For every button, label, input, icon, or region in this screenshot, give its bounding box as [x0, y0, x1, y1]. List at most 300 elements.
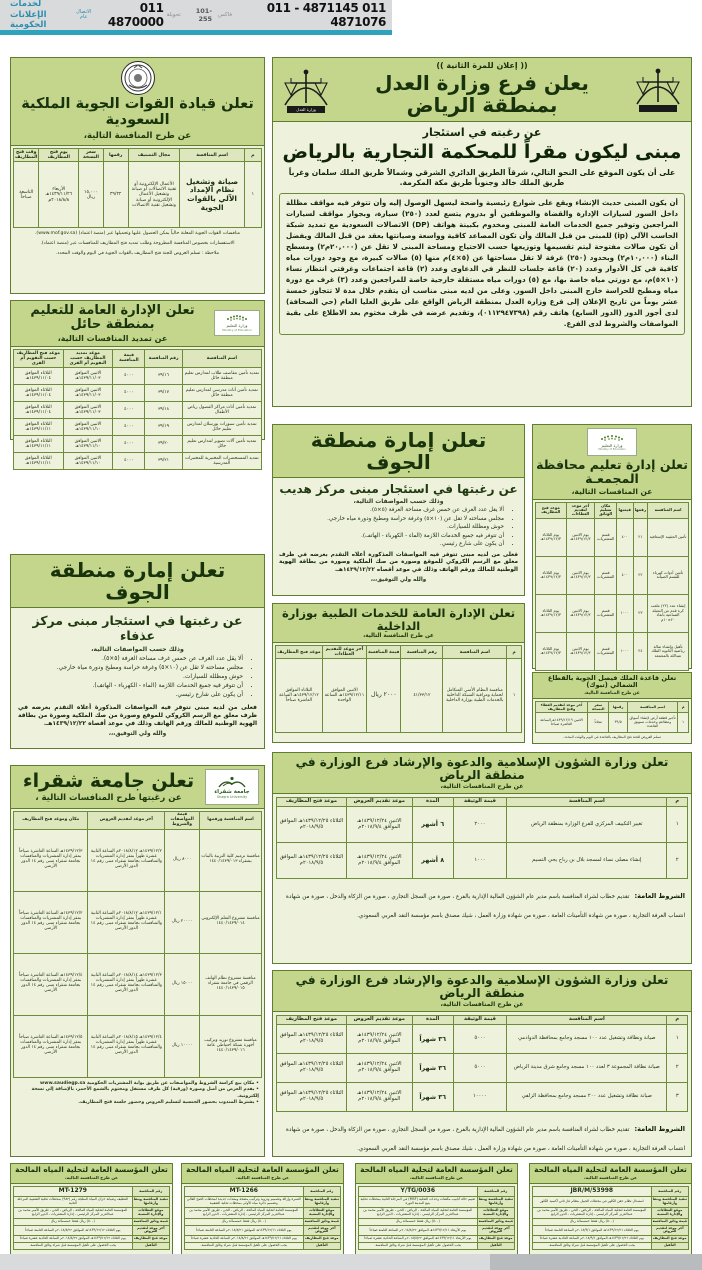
shaqra-logo-text-ar: جامعة شقراء: [214, 788, 250, 795]
cell-value: ٤٠٠: [616, 556, 633, 594]
jouf-hadeeb-title: تعلن إمارة منطقة الجوف: [310, 428, 487, 474]
masthead-secondary-phones: 011 4871145 - 011 4871076: [266, 1, 386, 29]
table-row: [185, 1207, 341, 1218]
cell-no: ٣: [667, 1083, 688, 1112]
islamic1-table: [276, 797, 688, 879]
cell-time: التاسعة صباحاً: [14, 162, 39, 228]
th-extend: موعد تمديد المظاريف حسب التقويم أم القرى: [63, 349, 113, 367]
jouf-azfar-spec-list: [18, 656, 257, 700]
justice-subtitle: عن رغبته في استئجار: [422, 126, 542, 139]
cell-name: تأمين أدوات كهرباء للقسم الصيانة: [648, 556, 689, 594]
masthead-fax-label: فاكس: [218, 12, 232, 18]
swcc-value-qualification: يجب الحصول على تأهيل المؤسسة قبل شراء وثائق المنافسة.: [185, 1243, 304, 1250]
swcc-detail-table: [532, 1186, 689, 1250]
table-row[interactable]: [14, 829, 262, 891]
islamic1-subtitle: عن طرح المنافسات التالية،: [440, 783, 524, 791]
cell-duration: ٨ أشهر: [412, 843, 453, 879]
ad-swcc-4[interactable]: [10, 1163, 173, 1255]
justice-body-text: أن يكون المبنى حديث الإنشاء ويقع على شوارع رئيسية واضحة ليسهل الوصول إليه وأن تتوفر فيه مواقف مظللة داخل السور لسيارات الإدارة والقضاة والموظفين أو بدروم يتسع لعدد (٢٥٠) سيارة، وبجوار مواقف لسيارات المراجعين وتوفير جميع الخدمات العامة للمبنى ومخدوم بكبينة هواتف (DP) الاتصالات السعودية مع تمديد شبكة الحاسب الآلي (ip) للمبنى من قبل المالك وأن تكون المصاعد كافية وواسعة وصيانتها بعقد من قبل المالك ويفضل أن تكون صالات مفتوحة ليتم تقسيمها وتوزيعها حسب الاحتياج ومساحة المبنى لا تقل عن (٢٠,٠٠٠م٢) ومسطح البناء (١٠,٠٠٠م٢) وبحدود (٢٥٠) غرفة لا تقل مساحتها عن (٥×٤)م منها (٥) صالات كبيرة، مع وجود دورات مياه كافية في كل الأدوار وعدد (٢٠) قاعة جلسات للنظر في الدعاوى وعدد (٢) قاعة اجتماعات وغرفتي انتظار نساء (١٠×٥)م، مع دورتي مياه خاصة بها، مع (٥) دورات مياه مستقلة خارجية خاصة للمراجعين وعدد (٣) غرف مع دورة مياه ومطبخ للحراسة خارج المبنى داخل السور. وعلى من لديه مبنى مناسب أن يتقدم خلال مدة لا تتجاوز خمسة عشر يوماً من تاريخ الإعلان إلى فرع وزارة العدل بمنطقة الرياض الواقع على طريق العليا العام (حي الصحافة) لدى أجور الدور (الدور السابع) هاتف رقم (٠١١٢٩٤٧٣٩٨)، وتقديم عرضه في ظرف مختوم بعد الاطلاع على بقية المواصفات والشروط لدى الفرع.: [286, 198, 679, 329]
swcc-label-location: موقع العطاءات والإدارة المعنية: [132, 1207, 169, 1218]
table-row: [185, 1187, 341, 1197]
table-row[interactable]: [14, 1015, 262, 1077]
table-row: [359, 1225, 515, 1236]
swcc-value-open-date: يوم الثلاثاء ١٤٣٩/١٢/١١هـ الموافق ٢٠١٨/٨/٢١م الساعة الحادية عشرة صباحاً: [185, 1236, 304, 1243]
masthead-main-phone: 011 4870000: [107, 1, 164, 29]
jouf-hadeeb-subtitle: عن رغبتها في استئجار مبنى مركز هديب: [279, 482, 518, 496]
cell-name: صيانة وتشغيل نظام الإمداد الآلي بالقوات الجوية: [180, 162, 244, 228]
th-name: اسم المنافسة: [627, 701, 677, 712]
table-header-row: [14, 148, 262, 162]
table-row: [14, 1243, 170, 1250]
spec-bullet: • أن تتوفر فيه جميع الخدمات اللازمة (الماء - الكهرباء - الهاتف).: [18, 683, 243, 691]
th-date: آخر موعد لتقديم العطاء وفتح المظاريف: [536, 701, 588, 712]
cell-value: ٤٠٠٠: [113, 418, 145, 435]
islamic1-title: تعلن وزارة الشؤون الإسلامية والدعوة والإرشاد فرع الوزارة في منطقة الرياض: [295, 755, 669, 783]
justice-emblem-icon-right: [278, 63, 334, 115]
cell-name: تمديد تأمين مقاصف طلاب لمدارس تعليم منطقة حائل: [182, 367, 261, 384]
table-row: [533, 1243, 689, 1250]
justice-title: يعلن فرع وزارة العدل بمنطقة الرياض: [375, 71, 589, 117]
cell-extend: الاثنين الموافق ١٤٣٩/١١/١٠هـ: [63, 418, 113, 435]
cell-name: منافسة النظام الأمني المتكامل لحماية ومراقبة الشبكة الداخلية بالخدمات الطبية بوزارة الداخلية: [443, 659, 507, 733]
swcc-value-deadline: يوم الثلاثاء ١٤٣٩/١٢/٢١هـ الموافق ٢٠١٨/٩/١م الساعة الثامنة صباحاً: [533, 1225, 652, 1236]
table-row: [359, 1218, 515, 1225]
th-submit: موعد تقديم العروض: [346, 1016, 412, 1025]
swcc-value-value: (٥٠٠) ريال فقط خمسمائة ريال: [185, 1218, 304, 1225]
jouf-hadeeb-spec-list: [279, 507, 518, 549]
majmaah-edu-title: تعلن إدارة تعليم محافظة المجمعـة: [536, 457, 688, 486]
cell-open: الثلاثاء الموافق ١٤٣٩/١١/١١هـ: [14, 452, 64, 469]
cell-value: ٤٠٠٠: [113, 367, 145, 384]
swcc-label-open-date: موعد فتح المظاريف: [651, 1236, 688, 1243]
cell-deadline: ١٤٣٩/١٢/٢هـ ٢٠١٨/٨/١٢م الساعة الثانية عشرة ظهراً بمقر إدارة المشتريات والمنافسات بجامعة شقراء مبنى رقم ١٤ الدور الأرضي: [88, 829, 165, 891]
swcc-value-open-date: يوم الأربعاء ١٤٣٩/١٢/١١هـ الموافق ٢٠١٨/٨/٢٢م الساعة الحادية عشرة صباحاً: [359, 1236, 478, 1243]
cell-number: ٢١: [633, 518, 647, 556]
swcc-label-value: قيمة وثائق المنافسة: [477, 1218, 514, 1225]
swcc-value-qualification: يجب الحصول على تأهيل المؤسسة قبل شراء وثائق المنافسة.: [533, 1243, 652, 1250]
cell-price: ١٥,٠٠٠ ريال: [79, 162, 104, 228]
table-row[interactable]: [536, 594, 689, 632]
spec-bullet: • مجلس مساحته لا تقل عن (١٠×٥) وغرفة حراسة ومطبخ ودورة مياه خارجي.: [279, 516, 504, 524]
cell-value: ٢٠٠٠ ريال: [367, 659, 401, 733]
cell-value: ٥٠٠٠: [453, 1025, 506, 1054]
table-row[interactable]: [14, 891, 262, 953]
jouf-azfar-closing: فعلى من لديه مبنى تتوفر فيه المواصفات المذكورة أعلاه التقدم بعرضه في ظرف مغلق مع الرسم الكروكي للموقع وصورة من صك الملكية وصورة من بطاقة الهوية الوطنية للمالك ورقم الهاتف وذلك في موعد أقصاه ١٤٣٩/١٢/٢٢هـ.: [18, 703, 257, 728]
swcc-title: تعلن المؤسسة العامة لتحلية المياه المالحة: [15, 1165, 168, 1174]
masthead-contact-label-1: الاتصال: [76, 8, 92, 15]
table-row: [14, 1207, 170, 1218]
table-row: [185, 1218, 341, 1225]
cell-field: الأعمال الإلكترونية أو تقنية الاتصالات أو صيانة وتشغيل الأعمال الإلكترونية أو صيانة وتشغيل تقنية الاتصالات: [128, 162, 180, 228]
cell-no: ١: [678, 712, 689, 732]
cell-deadline: يوم الاثنين ١٤٣٩/١٢/٢هـ: [566, 632, 595, 670]
cell-open: الثلاثاء ١٤٣٩/١٢/٢٥هـ الموافق ٢٠١٨/٩/٥م: [277, 1054, 347, 1083]
cell-value: ٤٠٠٠: [113, 452, 145, 469]
th-number: رقم المنافسة: [145, 349, 182, 367]
th-name: اسم المنافسة: [507, 798, 667, 807]
swcc-label-value: قيمة وثائق المنافسة: [651, 1218, 688, 1225]
table-row[interactable]: [277, 843, 688, 879]
swcc-label-location: موقع العطاءات والإدارة المعنية: [303, 1207, 340, 1218]
th-name: اسم المنافسة: [507, 1016, 667, 1025]
cell-open: الثلاثاء الموافق ١٤٣٩/١٢/١٢هـ الساعة العاشرة صباحاً: [276, 659, 323, 733]
cell-value: ١٠٠٠: [616, 594, 633, 632]
cell-number: ٣٩/١٦: [145, 367, 182, 384]
th-value: قيمة المنافسة: [113, 349, 145, 367]
swcc-label-deadline: آخر موعد لتقديم العروض: [303, 1225, 340, 1236]
table-row: [14, 1197, 170, 1208]
table-row[interactable]: [14, 367, 262, 384]
table-row[interactable]: [277, 1083, 688, 1112]
table-row: [359, 1187, 515, 1197]
hail-edu-title: تعلن الإدارة العامة للتعليم بمنطقة حائل: [30, 303, 195, 333]
th-number: رقمها: [633, 502, 647, 518]
cell-value: ٤٠٠: [616, 518, 633, 556]
shaqra-university-logo-icon: [205, 769, 259, 805]
cell-open: الثلاثاء الموافق ١٤٣٩/١١/١١هـ: [14, 435, 64, 452]
th-place: مكان تسليم الوثائق: [595, 502, 616, 518]
cell-no: ١: [667, 1025, 688, 1054]
table-row: [533, 1207, 689, 1218]
cell-value: ٤٠٠٠: [113, 401, 145, 418]
table-row[interactable]: [536, 518, 689, 556]
swcc-label-qualification: التأهيل: [303, 1243, 340, 1250]
cell-open: الثلاثاء ١٤٣٩/١٢/٢٥هـ الموافق ٢٠١٨/٩/٥م: [277, 807, 347, 843]
swcc-value-deadline: يوم الثلاثاء ١٤٣٩/١٢/١١هـ الموافق ٢٠١٨/٨/٢١م الساعة الثامنة صباحاً: [185, 1225, 304, 1236]
cell-name: إنشاء عدد (٢٢) ملعب كرة قدم من النجيلة الصناعية بأبعاد ٢٠×١٠م: [648, 594, 689, 632]
table-row[interactable]: [14, 435, 262, 452]
cell-deadline: ١٤٣٩/١٢/٣هـ ٢٠١٨/٨/١٤م الساعة الثانية عشرة ظهراً بمقر إدارة المشتريات والمنافسات بجامعة شقراء مبنى رقم ١٤ الدور الأرضي: [88, 953, 165, 1015]
spec-bullet: • أن يكون على شارع رئيسي.: [279, 541, 504, 549]
cell-name: صيانة ونظافة وتشغيل عدد ١٠٠ مسجد وجامع بمحافظة الدوادمي: [507, 1025, 667, 1054]
cell-name: صيانة نظافة المجموعة ٣ لعدد ١٠٠ مسجد وجامع شرق مدينة الرياض: [507, 1054, 667, 1083]
table-row[interactable]: [14, 953, 262, 1015]
table-row: [533, 1187, 689, 1197]
table-header-row: [14, 349, 262, 367]
spec-bullet: • ألا يقل عدد الغرف عن خمس غرف مساحة الغرفة (٥×٥).: [18, 656, 243, 664]
th-no: م: [507, 646, 522, 659]
swcc-label-open-date: موعد فتح المظاريف: [132, 1236, 169, 1243]
th-open: موعد فتح المظاريف: [536, 502, 567, 518]
table-row: [533, 1225, 689, 1236]
cell-open: يوم الثلاثاء ١٤٣٩/١٢/٣هـ: [536, 518, 567, 556]
tabuk-title: تعلن قاعدة الملك فيصل الجوية بالقطاع الشمالي (تبوك): [547, 674, 677, 690]
th-value: قيمة الوثيقة: [453, 1016, 506, 1025]
swcc-value-value: (٥٠٠) ريال فقط خمسمائة ريال: [533, 1218, 652, 1225]
ad-hail-education[interactable]: [10, 300, 265, 466]
table-row: [533, 1218, 689, 1225]
cell-name: تأهيل وإنشاء صالة رياضية الثانوية الملك عبدالله بالمجمعة: [648, 632, 689, 670]
ministry-of-education-logo-icon: [214, 310, 260, 336]
swcc-title: تعلن المؤسسة العامة لتحلية المياه المالحة: [186, 1165, 339, 1174]
table-header-row: [536, 502, 689, 518]
shaqra-table: [13, 811, 262, 1078]
cell-name: منافسة ترميم كلية التربية بالبنات بشقراء ١٤٤٠/١٤٣٩/٠١٣: [200, 829, 262, 891]
table-row: [14, 1225, 170, 1236]
cell-name: منافسة مشروع التعلم الإلكتروني ١٤٤٠/١٤٣٩/٠١٤: [200, 891, 262, 953]
swcc-value-value: (٥٠٠) ريال فقط خمسمائة ريال: [359, 1218, 478, 1225]
cell-deadline: ١٤٣٩/١٢/١هـ ٢٠١٨/٨/١٢م الساعة الثانية عشرة ظهراً بمقر إدارة المشتريات والمنافسات بجامعة شقراء مبنى رقم ١٤ الدور الأرضي: [88, 891, 165, 953]
masthead-brand-line1: لخدمات: [10, 0, 42, 10]
islamic2-title: تعلن وزارة الشؤون الإسلامية والدعوة والإرشاد فرع الوزارة في منطقة الرياض: [295, 973, 669, 1001]
rsaf-title: تعلن قيادة القوات الجوية الملكية السعودية: [21, 96, 254, 128]
cell-open: ١٤٣٩/١٢/٣هـ الساعة العاشرة صباحاً بمقر إدارة المشتريات والمنافسات بجامعة شقراء مبنى رقم ١٤ الدور الأرضي: [14, 829, 88, 891]
ad-interior-medical-services[interactable]: [272, 603, 525, 743]
cell-place: قسم المشتريات: [595, 632, 616, 670]
swcc-label-deadline: آخر موعد لتقديم العروض: [651, 1225, 688, 1236]
table-row: [533, 1197, 689, 1208]
ad-islamic-affairs-riyadh-1[interactable]: [272, 752, 692, 964]
cell-number: ٢٣: [633, 594, 647, 632]
th-time: وقت فتح المظاريف: [15, 149, 38, 161]
cell-open: الثلاثاء الموافق ١٤٣٩/١١/٠٤هـ: [14, 367, 64, 384]
cell-duration: ٣٦ شهراً: [412, 1054, 453, 1083]
table-row: [359, 1197, 515, 1208]
ad-jouf-hadeeb[interactable]: [272, 424, 525, 596]
spec-bullet: • حوش ومظللة للسيارات.: [279, 524, 504, 532]
cell-name: إنشاء مصلى نساء لمسجد بلال بن رباح يحي التسيم: [507, 843, 667, 879]
cell-open: ١٤٣٩/١٢/٢هـ الساعة العاشرة صباحاً بمقر إدارة المشتريات والمنافسات بجامعة شقراء مبنى رقم ١٤ الدور الأرضي: [14, 891, 88, 953]
cell-submit: الاثنين ١٤٣٩/١٢/٢٤هـ الموافق ٢٠١٨/٩/٤م: [346, 1083, 412, 1112]
swcc-value-tender-no: MT-1279: [14, 1187, 133, 1197]
cell-number: ٣٩/١٩: [145, 418, 182, 435]
cell-number: ٢٢: [633, 556, 647, 594]
tabuk-note: تسلم العروض للجنة فتح المظاريف بالقاعدة في اليوم والوقت المحدد.: [563, 734, 661, 739]
th-field: مجال التصنيف: [128, 148, 180, 162]
spec-bullet: • مجلس مساحته لا تقل عن (١٠×٥) وغرفة حراسة ومطبخ ودورة مياه خارجي.: [18, 665, 243, 673]
table-row: [533, 1236, 689, 1243]
th-name: اسم المنافسة: [180, 148, 244, 162]
ad-swcc-3[interactable]: [181, 1163, 344, 1255]
shaqra-title: تعلن جامعة شقراء: [22, 770, 195, 793]
swcc-label-scope: تنفيذ المنافسة وبنط وأرقامها: [303, 1197, 340, 1208]
th-name: اسم المنافسة: [443, 646, 507, 659]
th-open: موعد فتح المظاريف حسب التقويم أم القرى: [14, 349, 64, 367]
table-row: [185, 1243, 341, 1250]
swcc-value-qualification: يجب الحصول على تأهيل المؤسسة قبل شراء وثائق المنافسة.: [359, 1243, 478, 1250]
swcc-value-open-date: يوم الثلاثاء ١٤٣٩/١٢/٢١هـ الموافق ٢٠١٨/٩/١م الساعة الحادية عشرة صباحاً: [533, 1236, 652, 1243]
th-value: قيمة المواصفات والشروط: [165, 812, 200, 830]
islamic2-subtitle: عن طرح المنافسات التالية،: [440, 1001, 524, 1009]
table-header-row: [276, 646, 522, 659]
cell-name: منافسة مشروع نظام الهاتف الرقمي في جامعة شقراء ١٤٤٠/١٤٣٩/٠١٥: [200, 953, 262, 1015]
ad-swcc-1[interactable]: [529, 1163, 692, 1255]
table-row[interactable]: [277, 1025, 688, 1054]
cell-value: ٤٠٠٠: [113, 435, 145, 452]
masthead-ext-value: 101-255: [195, 7, 213, 23]
ad-tabuk-air-base[interactable]: [532, 672, 692, 744]
th-no: م: [244, 148, 261, 162]
table-row: [14, 1187, 170, 1197]
th-value: قيمة الوثيقة: [453, 798, 506, 807]
swcc-subtitle: عن طرح المنافسة التالية،: [584, 1175, 637, 1181]
cell-submit: الاثنين ١٤٣٩/١٢/٢٤هـ الموافق ٢٠١٨/٩/٤م: [346, 807, 412, 843]
cell-extend: الاثنين الموافق ١٤٣٩/١١/١٠هـ: [63, 435, 113, 452]
majmaah-moe-logo-icon: [587, 428, 637, 456]
masthead-brand-line2: الإعلانات الحكومية: [10, 9, 47, 31]
th-price: سعر النسخة: [79, 148, 104, 162]
swcc-value-deadline: يوم الثلاثاء ١٤٣٩/١٢/١٢هـ الموافق ٢٠١٨/٨/٢٢م الساعة الثامنة صباحاً: [14, 1225, 133, 1236]
table-row[interactable]: [536, 632, 689, 670]
th-price: سعر النسخة: [588, 701, 609, 712]
table-row[interactable]: [277, 1054, 688, 1083]
jouf-azfar-signoff: والله ولي التوفيق،،،: [108, 731, 167, 738]
th-no: م: [667, 798, 688, 807]
spec-bullet: • حوش ومظللة للسيارات.: [18, 674, 243, 682]
cell-day: الأربعاء ١٤٣٩/١١/٢٦هـ ٢٠١٨/٨/٨م: [39, 162, 79, 228]
cell-no: ١: [244, 162, 261, 228]
cell-open: ١٤٣٩/١٢/٥هـ الساعة العاشرة صباحاً بمقر إدارة المشتريات والمنافسات بجامعة شقراء مبنى رقم ١٤ الدور الأرضي: [14, 1015, 88, 1077]
swcc-label-location: موقع العطاءات والإدارة المعنية: [477, 1207, 514, 1218]
justice-logo-caption-right: وزارة العدل: [296, 107, 316, 112]
swcc-value-deadline: يوم الأربعاء ١٤٣٩/١٢/١١هـ الموافق ٢٠١٨/٨/٢٢م الساعة الثامنة صباحاً: [359, 1225, 478, 1236]
swcc-value-location: المؤسسة العامة لتحلية المياه المالحة ، الرياض ، الحي ، طريق الأمير محمد بن عبدالعزيز المركز الرئيسي ، إدارة المشتريات - الدور الرابع: [533, 1207, 652, 1218]
swcc-value-scope: العمرة وإزالة وتصميم وتزويد وتركيب مضخة ومعدات جديدة لمحطات الضخ العالي وتصميم دائرة مياه الأولى بمحطات تحلية الشعيبة: [185, 1197, 304, 1208]
swcc-label-tender-no: رقم المنافسة: [303, 1187, 340, 1197]
cell-deadline: يوم الاثنين ١٤٣٩/١٢/٢هـ: [566, 518, 595, 556]
cell-name: تمديد تأمين أثاث مدرسي لمدارس تعليم منطقة حائل: [182, 384, 261, 401]
th-deadline: آخر موعد لتقديم العطاءات: [566, 502, 595, 518]
cell-open: ١٤٣٩/١٢/٤هـ الساعة العاشرة صباحاً بمقر إدارة المشتريات والمنافسات بجامعة شقراء مبنى رقم ١٤ الدور الأرضي: [14, 953, 88, 1015]
jouf-azfar-spec-intro: وذلك حسب المواصفات التالية،: [91, 646, 184, 653]
masthead-contact-bar: [0, 0, 392, 30]
cell-name: منافسة مشروع توريد وتركيب أجهزة شبكة احتياطي عامة ١٤٤٠/١٤٣٩/٠١٦: [200, 1015, 262, 1077]
cell-submit: الاثنين ١٤٣٩/١٢/٢٤هـ الموافق ٢٠١٨/٩/٤م: [346, 1054, 412, 1083]
table-row: [536, 712, 689, 732]
table-row: [276, 659, 522, 733]
cell-name: تغيير التكييف المركزي للفرع الوزارة بمنطقة الرياض: [507, 807, 667, 843]
cell-extend: الاثنين الموافق ١٤٣٩/١١/٠٣هـ: [63, 367, 113, 384]
table-row: [359, 1207, 515, 1218]
cell-open: الثلاثاء ١٤٣٩/١٢/٢٥هـ الموافق ٢٠١٨/٩/٥م: [277, 843, 347, 879]
swcc-label-scope: تنفيذ المنافسة وبنط وأرقامها: [132, 1197, 169, 1208]
table-row: [14, 1218, 170, 1225]
table-row: [359, 1243, 515, 1250]
justice-repeat-notice: (( إعلان للمرة الثانية )): [436, 61, 528, 70]
th-name: اسم المنافسة ورقمها: [200, 812, 262, 830]
swcc-detail-table: [13, 1186, 170, 1250]
swcc-label-tender-no: رقم المنافسة: [651, 1187, 688, 1197]
swcc-value-location: المؤسسة العامة لتحلية المياه المالحة ، الرياض ، الحي ، طريق الأمير محمد بن عبدالعزيز المركز الرئيسي - إدارة المشتريات - الدور الرابع: [14, 1207, 133, 1218]
table-header-row: [277, 1016, 688, 1025]
cell-price: مجاناً: [588, 712, 609, 732]
ad-royal-saudi-air-force[interactable]: [10, 57, 265, 294]
islamic1-terms-text: تقديم خطاب لشراء المنافسة باسم مدير عام الشؤون المالية الإدارية بالفرع ، صورة من السجل التجاري ، صورة من الزكاة والدخل ، صورة من شهادة انتساب الغرفة التجارية ، صورة من شهادة التأمينات العامة ، صورة من شهادة وزارة العمل ، شيك مصدق باسم مؤسسة النقد العربي السعودي.: [286, 894, 685, 920]
cell-name: تأجير قطعة أرض لإنشاء أسواق ومطاعم وخدمات تسويق القاعدة: [627, 712, 677, 732]
justice-location: على أن يكون الموقع على النحو التالي، شرقاً الطريق الدائري الشرقي وشمالاً طريق الملك سلمان وغرباً طريق الملك خالد وجنوباً طريق مكة المكرمة.: [288, 167, 676, 188]
cell-value: ١٠٠٠٠: [453, 1083, 506, 1112]
table-row[interactable]: [14, 452, 262, 469]
cell-name: تمديد المستحضرات المختبرية للمختبرات المدرسية: [182, 452, 261, 469]
cell-name: تمديد تأمين أثاث مراكز الفصول رياض الأطفال: [182, 401, 261, 418]
swcc-label-open-date: موعد فتح المظاريف: [303, 1236, 340, 1243]
ad-islamic-affairs-riyadh-2[interactable]: [272, 970, 692, 1157]
cell-open: الثلاثاء الموافق ١٤٣٩/١١/١١هـ: [14, 418, 64, 435]
th-open: موعد فتح المظاريف: [276, 646, 323, 659]
th-name: اسم المنافسة: [182, 349, 261, 367]
page-footer-bar: [0, 1254, 702, 1270]
table-row[interactable]: [14, 384, 262, 401]
cell-no: ١: [667, 807, 688, 843]
swcc-label-value: قيمة وثائق المنافسة: [132, 1218, 169, 1225]
justice-emblem-icon-left: [630, 63, 686, 115]
interior-medical-subtitle: عن طرح المنافسة التالية،: [363, 633, 434, 640]
table-row: [14, 1236, 170, 1243]
cell-open: يوم الثلاثاء ١٤٣٩/١٢/٣هـ: [536, 632, 567, 670]
spec-bullet: • ألا يقل عدد الغرف عن خمس غرف مساحة الغرفة (٥×٥).: [279, 507, 504, 515]
table-row[interactable]: [14, 418, 262, 435]
cell-open: الثلاثاء ١٤٣٩/١٢/٢٥هـ الموافق ٢٠١٨/٩/٥م: [277, 1025, 347, 1054]
cell-open: يوم الثلاثاء ١٤٣٩/١٢/٣هـ: [536, 556, 567, 594]
swcc-label-scope: تنفيذ المنافسة وبنط وأرقامها: [477, 1197, 514, 1208]
cell-value: ١٥٠٠٠ ريال: [165, 953, 200, 1015]
cell-number: ٢٤: [633, 632, 647, 670]
cell-open: الثلاثاء الموافق ١٤٣٩/١١/٠٤هـ: [14, 384, 64, 401]
cell-no: ٢: [667, 1054, 688, 1083]
cell-duration: ٣٦ شهراً: [412, 1025, 453, 1054]
th-open: مكان وموعد فتح المظاريف: [14, 812, 88, 830]
swcc-label-qualification: التأهيل: [477, 1243, 514, 1250]
shaqra-footnotes: [13, 1081, 262, 1107]
masthead-ext-label: تحويلة: [166, 12, 181, 18]
cell-name: تأمين الحقيبة الإسعافية: [648, 518, 689, 556]
cell-deadline: يوم الاثنين ١٤٣٩/١٢/٢هـ: [566, 556, 595, 594]
ad-shaqra-university[interactable]: [10, 765, 265, 1157]
th-value: قيمة المنافسة: [367, 646, 401, 659]
majmaah-edu-table: [535, 502, 689, 671]
swcc-label-location: موقع العطاءات والإدارة المعنية: [651, 1207, 688, 1218]
interior-medical-table: [275, 645, 522, 733]
cell-duration: ٣٦ شهراً: [412, 1083, 453, 1112]
rsaf-emblem-icon: [121, 61, 155, 95]
swcc-subtitle: عن طرح المنافسة التالية،: [236, 1175, 289, 1181]
interior-medical-title: تعلن الإدارة العامة للخدمات الطبية بوزارة الداخلية: [281, 606, 516, 633]
ad-jouf-azfar[interactable]: [10, 554, 265, 749]
shaqra-footnote: • يقدم العرض من أصل وصورة (ورقية) كل ظرف مستقل ومختوم بالشمع الأحمر، بالإضافة إلى نسخة إلكترونية.: [31, 1087, 259, 1099]
ad-swcc-2[interactable]: [355, 1163, 518, 1255]
th-name: اسم المنافسة: [648, 502, 689, 518]
cell-value: ٥٠٠٠: [453, 1054, 506, 1083]
islamic1-terms-label: الشروط العامة:: [634, 892, 685, 901]
ad-majmaah-education[interactable]: [532, 424, 692, 669]
table-row[interactable]: [14, 401, 262, 418]
spec-bullet: • أن تتوفر فيه جميع الخدمات اللازمة (الماء - الكهرباء - الهاتف).: [279, 533, 504, 541]
swcc-label-open-date: موعد فتح المظاريف: [477, 1236, 514, 1243]
cell-number: ٣٩/٥: [609, 712, 627, 732]
rsaf-subtitle: عن طرح المنافسة التالية،: [83, 130, 192, 141]
swcc-value-open-date: يوم الثلاثاء ١٤٣٩/١٢/١٢هـ الموافق ٢٠١٨/٨/٢٢م الساعة الحادية عشرة صباحاً: [14, 1236, 133, 1243]
swcc-detail-table: [184, 1186, 341, 1250]
swcc-value-scope: التنظيف وصيانة خزان المياه المتلجة رقم (٩٨٢) بمحطات تحلية الشعيبة المرحلة الثانية: [14, 1197, 133, 1208]
swcc-label-deadline: آخر موعد لتقديم العروض: [132, 1225, 169, 1236]
th-day: يوم فتح المظاريف: [39, 148, 79, 162]
table-row[interactable]: [277, 807, 688, 843]
swcc-label-deadline: آخر موعد لتقديم العروض: [477, 1225, 514, 1236]
th-open: موعد فتح المظاريف: [277, 1016, 347, 1025]
cell-number: ٣٩/٢٠: [145, 435, 182, 452]
th-number: رقمها: [103, 148, 128, 162]
cell-extend: الاثنين الموافق ١٤٣٩/١١/١٠هـ: [63, 452, 113, 469]
ad-ministry-of-justice[interactable]: [272, 57, 692, 407]
jouf-hadeeb-signoff: والله ولي التوفيق،،،: [370, 576, 427, 583]
swcc-value-location: المؤسسة العامة لتحلية المياه المالحة ، الرياض ، الحي ، طريق الأمير محمد بن عبدالعزيز المركز الرئيسي - إدارة المشتريات - الدور الرابع: [359, 1207, 478, 1218]
cell-name: صيانة نظافة وتشغيل عدد ٢٠٠ مسجد وجامع بمحافظة الزلفي: [507, 1083, 667, 1112]
table-header-row: [14, 812, 262, 830]
table-row[interactable]: [536, 556, 689, 594]
masthead-contact-label: [74, 10, 93, 21]
swcc-value-scope: تقييم حالة أنابيب مكثفات وحدات التحلية (MSF) في المرحلة الثانية بمحطات تحلية ينبع المدينة الثورة: [359, 1197, 478, 1208]
swcc-subtitle: عن طرح المنافسة التالية،: [65, 1175, 118, 1181]
